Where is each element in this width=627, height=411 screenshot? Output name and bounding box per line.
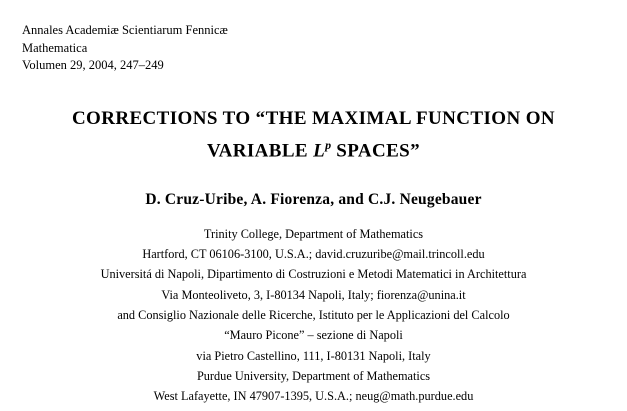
affiliation-line: Purdue University, Department of Mathematics [196,368,431,383]
author-list: D. Cruz-Uribe, A. Fiorenza, and C.J. Neugebauer [145,190,482,208]
title-line-2-post: SPACES” [331,139,421,161]
affiliation-line: West Lafayette, IN 47907-1395, U.S.A.; neug@math.purdue.edu [153,389,474,404]
affiliation-line: “Mauro Picone” – sezione di Napoli [224,328,403,343]
title-line-1: CORRECTIONS TO “THE MAXIMAL FUNCTION ON [71,107,556,129]
affiliation-block [22,224,605,407]
affiliation-line: and Consiglio Nazionale delle Ricerche, Istituto per le Applicazioni del Calcolo [117,308,510,323]
affiliation-line: via Pietro Castellino, 111, I-80131 Napoli, Italy [196,348,431,363]
journal-name-line: Annales Academiæ Scientiarum Fennicæ [22,23,228,37]
title-exponent-p: p [325,137,332,152]
affiliation-line: Trinity College, Department of Mathematics [203,226,424,241]
affiliation-line: Hartford, CT 06106-3100, U.S.A.; david.cruzuribe@mail.trincoll.edu [142,247,485,262]
affiliation-line: Via Monteoliveto, 3, I-80134 Napoli, Italy; fiorenza@unina.it [161,287,466,302]
page-title [22,106,605,164]
journal-series-line: Mathematica [22,40,88,55]
title-line-2 [22,132,605,164]
title-block [22,106,605,164]
title-symbol-L: L [313,139,326,161]
journal-header [22,22,605,75]
affiliation-line: Universitá di Napoli, Dipartimento di Costruzioni e Metodi Matematici in Architettura [100,267,527,282]
journal-volume-line: Volumen 29, 2004, 247–249 [22,58,164,72]
title-line-2-pre: VARIABLE [206,139,314,161]
